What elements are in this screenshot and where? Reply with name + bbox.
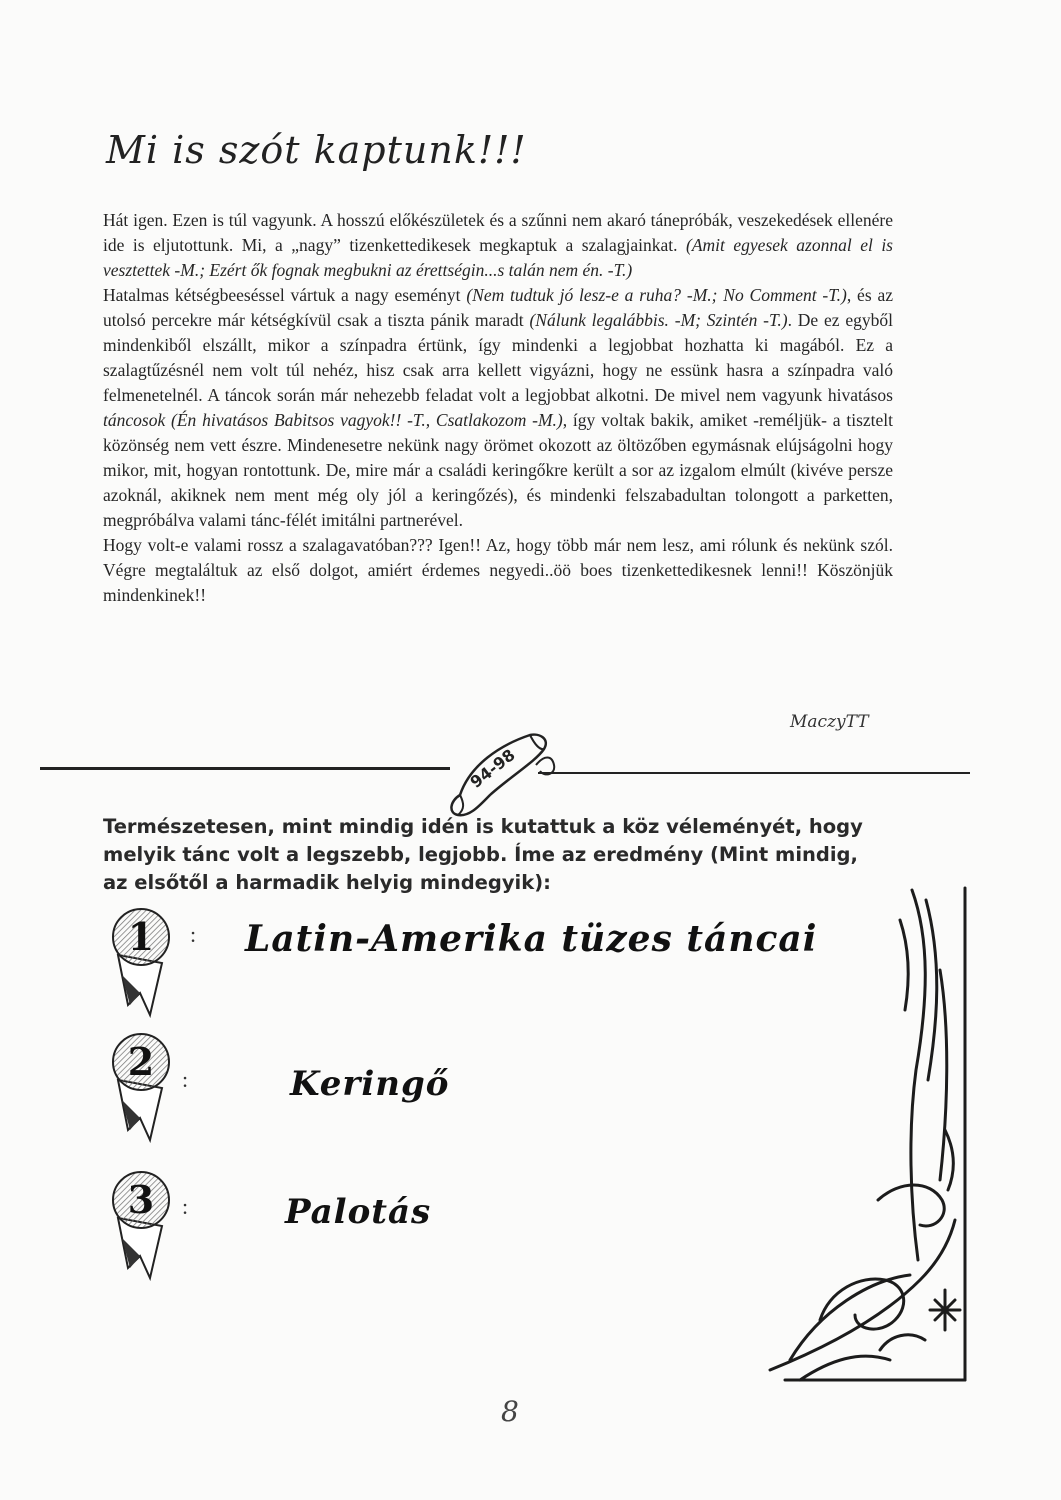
paragraph-text: , és az utolsó percekre már kétségkívül csak a tiszta pánik maradt — [103, 285, 893, 330]
author-signature: MaczyTT — [790, 712, 869, 732]
first-place-dance: Latin-Amerika tüzes táncai — [245, 918, 818, 960]
divider-line-right — [538, 772, 970, 774]
medal-rank: 2 — [127, 1039, 155, 1084]
ornament-corner-icon — [760, 880, 990, 1385]
paragraph-text: Hatalmas kétségbeeséssel vártuk a nagy eseményt — [103, 285, 467, 305]
paragraph-1 — [103, 208, 893, 283]
second-place-medal — [100, 1030, 180, 1150]
paragraph-2 — [103, 283, 893, 533]
second-place-dance: Keringő — [290, 1064, 450, 1104]
rank-separator: : — [182, 1194, 189, 1219]
paragraph-text: , így voltak bakik, amiket -reméljük- a tisztelt közönség nem vett észre. Mindenesetre nekünk nagy örömet okozott az öltözőben egymásnak elújságolni hogy mikor, mit, hogyan rontottunk. De, mire már a családi keringőkre került a sor az izgalom elmúlt (kivéve persze azoknál, akiknek nem ment még oly jól a keringőzés), és mindenki felszabadultan tolongott a parketten, megpróbálva valami tánc-félét imitálni partnerével. — [103, 410, 893, 530]
medal-rank: 3 — [127, 1177, 155, 1222]
paragraph-text: . De ez egyből mindenkiből elszállt, mikor a színpadra értünk, így mindenki a legjobbat hozhatta ki magából. Ez a szalagtűzésnél nem volt túl nehéz, hisz csak arra kellett vigyázni, hogy ne essünk hasra a színpadra való felmenetelnél. A táncok során már nehezebb feladat volt a legjobbat alkotni. De mivel nem vagyunk hivatásos — [103, 310, 893, 405]
paragraph-text: Hát igen. Ezen is túl vagyunk. A hosszú előkészületek és a szűnni nem akaró tánepróbák, veszekedések ellenére ide is eljutottunk. Mi, a „nagy” tizenkettedikesek megkaptuk a szalagjainkat. — [103, 210, 893, 255]
third-place-medal — [100, 1168, 180, 1288]
article-title: Mi is szót kaptunk!!! — [106, 128, 527, 172]
paragraph-aside: (Nálunk legalábbis. -M; Szintén -T.) — [529, 310, 788, 330]
rank-separator: : — [182, 1067, 189, 1092]
article-body — [103, 208, 893, 608]
results-intro: Természetesen, mint mindig idén is kutattuk a köz véleményét, hogy melyik tánc volt a legszebb, legjobb. Íme az eredmény (Mint mindig, az elsőtől a harmadik helyig mindegyik): — [103, 815, 863, 894]
rank-separator: : — [190, 922, 197, 947]
medal-rank: 1 — [127, 914, 155, 959]
paragraph-aside: táncosok (Én hivatásos Babitsos vagyok!! -T., Csatlakozom -M.) — [103, 410, 563, 430]
page-number: 8 — [501, 1395, 519, 1428]
scroll-label: 94-98 — [466, 745, 519, 792]
divider-line-left — [40, 767, 450, 770]
paragraph-aside: (Amit egyesek azonnal el is vesztettek -M.; Ezért ők fognak megbukni az érettségin...s talán nem én. -T.) — [103, 235, 893, 280]
third-place-dance: Palotás — [285, 1192, 432, 1232]
paragraph-3 — [103, 533, 893, 608]
first-place-medal — [100, 905, 180, 1025]
paragraph-text: Hogy volt-e valami rossz a szalagavatóban??? Igen!! Az, hogy több már nem lesz, ami rólunk és nekünk szól. Végre megtaláltuk az első dolgot, amiért érdemes negyedi..öö boes tizenkettedikesnek lenni!! Köszönjük mindenkinek!! — [103, 535, 893, 605]
paragraph-aside: (Nem tudtuk jó lesz-e a ruha? -M.; No Comment -T.) — [466, 285, 847, 305]
